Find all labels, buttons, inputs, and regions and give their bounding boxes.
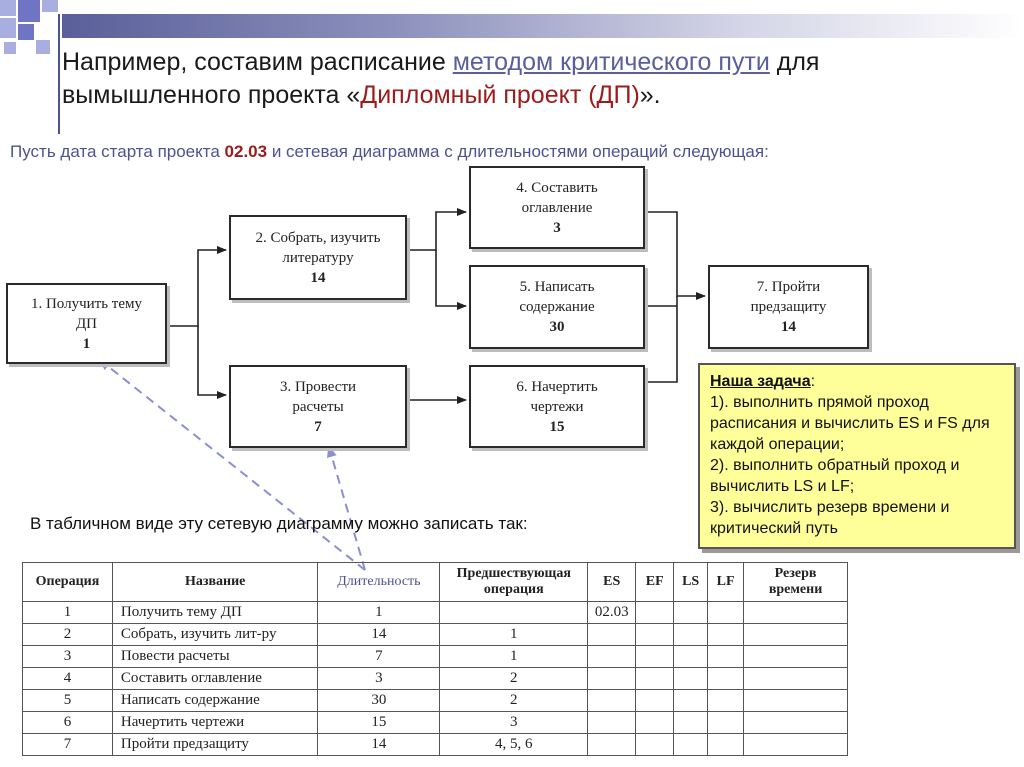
- cell-predecessor: [440, 602, 588, 624]
- cell-es: [588, 668, 636, 690]
- col-header-name: Название: [112, 563, 318, 602]
- cell-es: 02.03: [588, 602, 636, 624]
- col-header-es: ES: [588, 563, 636, 602]
- col-header-operation: Операция: [23, 563, 113, 602]
- cell-name: Написать содержание: [112, 690, 318, 712]
- dashed-pointer-node-3: [329, 447, 365, 570]
- arrow-1-3: [198, 326, 226, 395]
- cell-lf: [708, 690, 744, 712]
- cell-duration: 3: [318, 668, 440, 690]
- cell-name: Собрать, изучить лит-ру: [112, 624, 318, 646]
- cell-lf: [708, 668, 744, 690]
- cell-lf: [708, 624, 744, 646]
- table-row: [23, 712, 848, 734]
- cell-operation: 6: [23, 712, 113, 734]
- table-row: [23, 734, 848, 756]
- cell-slack: [744, 602, 848, 624]
- cell-operation: 2: [23, 624, 113, 646]
- cell-duration: 30: [318, 690, 440, 712]
- cell-duration: 7: [318, 646, 440, 668]
- cell-ls: [674, 668, 708, 690]
- cell-duration: 1: [318, 602, 440, 624]
- table-row: [23, 602, 848, 624]
- cell-duration: 15: [318, 712, 440, 734]
- cell-ls: [674, 646, 708, 668]
- table-row: [23, 690, 848, 712]
- cell-name: Пройти предзащиту: [112, 734, 318, 756]
- arrow-2-4: [407, 212, 466, 250]
- node-1-get-topic: 1. Получить тему ДП 1: [6, 283, 167, 364]
- col-header-duration: Длительность: [318, 563, 440, 602]
- cell-predecessor: 4, 5, 6: [440, 734, 588, 756]
- critical-path-link[interactable]: методом критического пути: [452, 48, 770, 76]
- node-6-drawings: 6. Начертить чертежи 15: [469, 365, 645, 448]
- arrow-1-2: [167, 250, 226, 326]
- cell-es: [588, 712, 636, 734]
- node-2-collect-literature: 2. Собрать, изучить литературу 14: [229, 215, 407, 300]
- cell-slack: [744, 690, 848, 712]
- cell-ef: [636, 712, 674, 734]
- table-row: [23, 668, 848, 690]
- cell-ls: [674, 624, 708, 646]
- col-header-slack: Резерв времени: [744, 563, 848, 602]
- cell-es: [588, 690, 636, 712]
- node-3-calculations: 3. Провести расчеты 7: [229, 365, 407, 448]
- cell-name: Составить оглавление: [112, 668, 318, 690]
- cell-ef: [636, 734, 674, 756]
- cell-ls: [674, 602, 708, 624]
- cell-operation: 4: [23, 668, 113, 690]
- slide-subtitle: Пусть дата старта проекта 02.03 и сетевая диаграмма с длительностями операций следующая:: [10, 142, 769, 161]
- cell-lf: [708, 712, 744, 734]
- cell-slack: [744, 646, 848, 668]
- task-heading: Наша задача: [710, 373, 811, 390]
- cell-predecessor: 2: [440, 668, 588, 690]
- cell-slack: [744, 712, 848, 734]
- cell-ls: [674, 690, 708, 712]
- slide-title: Например, составим расписание методом критического пути для вымышленного проекта «Дипломный проект (ДП)».: [62, 48, 820, 109]
- cell-duration: 14: [318, 624, 440, 646]
- cell-lf: [708, 734, 744, 756]
- col-header-ls: LS: [674, 563, 708, 602]
- operations-table: [22, 562, 848, 756]
- cell-operation: 3: [23, 646, 113, 668]
- task-item-1: 1). выполнить прямой проход расписания и вычислить ES и FS для каждой операции;: [710, 394, 990, 453]
- node-5-write-content: 5. Написать содержание 30: [469, 265, 645, 349]
- table-header-row: [23, 563, 848, 602]
- cell-name: Начертить чертежи: [112, 712, 318, 734]
- cell-ls: [674, 712, 708, 734]
- cell-lf: [708, 602, 744, 624]
- cell-es: [588, 734, 636, 756]
- col-header-ef: EF: [636, 563, 674, 602]
- node-7-pre-defense: 7. Пройти предзащиту 14: [708, 265, 869, 349]
- cell-ef: [636, 602, 674, 624]
- node-4-table-of-contents: 4. Составить оглавление 3: [469, 166, 645, 249]
- task-item-3: 3). вычислить резерв времени и критический путь: [710, 499, 950, 537]
- cell-es: [588, 646, 636, 668]
- cell-lf: [708, 646, 744, 668]
- cell-ef: [636, 690, 674, 712]
- cell-slack: [744, 624, 848, 646]
- table-caption: В табличном виде эту сетевую диаграмму можно записать так:: [30, 514, 528, 533]
- cell-predecessor: 2: [440, 690, 588, 712]
- cell-ls: [674, 734, 708, 756]
- cell-es: [588, 624, 636, 646]
- cell-ef: [636, 668, 674, 690]
- cell-operation: 7: [23, 734, 113, 756]
- table-row: [23, 624, 848, 646]
- cell-slack: [744, 734, 848, 756]
- cell-ef: [636, 646, 674, 668]
- arrow-4-7: [645, 212, 705, 296]
- cell-predecessor: 1: [440, 646, 588, 668]
- table-row: [23, 646, 848, 668]
- cell-operation: 1: [23, 602, 113, 624]
- cell-predecessor: 3: [440, 712, 588, 734]
- cell-predecessor: 1: [440, 624, 588, 646]
- cell-name: Получить тему ДП: [112, 602, 318, 624]
- cell-duration: 14: [318, 734, 440, 756]
- cell-name: Повести расчеты: [112, 646, 318, 668]
- col-header-predecessor: Предшествующая операция: [440, 563, 588, 602]
- cell-operation: 5: [23, 690, 113, 712]
- task-item-2: 2). выполнить обратный проход и вычислить LS и LF;: [710, 457, 960, 495]
- arrow-2-5: [436, 250, 466, 306]
- task-box: Наша задача: 1). выполнить прямой проход расписания и вычислить ES и FS для каждой операции; 2). выполнить обратный проход и вычислить LS и LF; 3). вычислить резерв времени и критический путь: [698, 363, 1016, 549]
- col-header-lf: LF: [708, 563, 744, 602]
- cell-slack: [744, 668, 848, 690]
- cell-ef: [636, 624, 674, 646]
- arrow-6-7: [645, 296, 677, 382]
